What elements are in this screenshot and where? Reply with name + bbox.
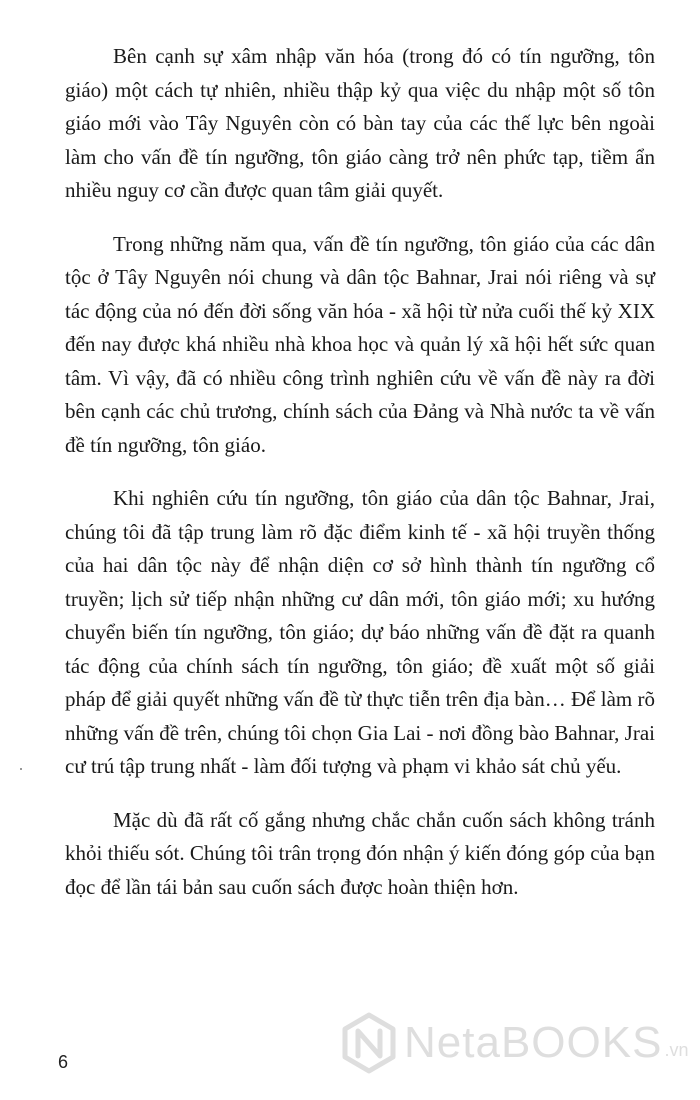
scan-speck bbox=[20, 768, 22, 770]
watermark-text: NetaBOOKS bbox=[404, 1018, 663, 1067]
paragraph-3: Khi nghiên cứu tín ngưỡng, tôn giáo của dân tộc Bahnar, Jrai, chúng tôi đã tập trung làm rõ đặc điểm kinh tế - xã hội truyền thống của hai dân tộc này để nhận diện cơ sở hình thành tín ngưỡng cổ truyền; lịch sử tiếp nhận những cư dân mới, tôn giáo mới; xu hướng chuyển biến tín ngưỡng, tôn giáo; dự báo những vấn đề đặt ra quanh tác động của chính sách tín ngưỡng, tôn giáo; đề xuất một số giải pháp để giải quyết những vấn đề từ thực tiễn trên địa bàn… Để làm rõ những vấn đề trên, chúng tôi chọn Gia Lai - nơi đồng bào Bahnar, Jrai cư trú tập trung nhất - làm đối tượng và phạm vi khảo sát chủ yếu. bbox=[65, 486, 655, 778]
watermark-suffix: .vn bbox=[664, 1039, 689, 1060]
watermark bbox=[338, 1012, 688, 1074]
page-number: 6 bbox=[58, 1052, 69, 1072]
paragraph-4: Mặc dù đã rất cố gắng nhưng chắc chắn cuốn sách không tránh khỏi thiếu sót. Chúng tôi trân trọng đón nhận ý kiến đóng góp của bạn đọc để lần tái bản sau cuốn sách được hoàn thiện hơn. bbox=[65, 807, 655, 899]
page-body bbox=[65, 40, 655, 924]
paragraph-2: Trong những năm qua, vấn đề tín ngưỡng, tôn giáo của các dân tộc ở Tây Nguyên nói chung và dân tộc Bahnar, Jrai nói riêng và sự tác động của nó đến đời sống văn hóa - xã hội từ nửa cuối thế kỷ XIX đến nay được khá nhiều nhà khoa học và quản lý xã hội hết sức quan tâm. Vì vậy, đã có nhiều công trình nghiên cứu về vấn đề này ra đời bên cạnh các chủ trương, chính sách của Đảng và Nhà nước ta về vấn đề tín ngưỡng, tôn giáo. bbox=[65, 231, 655, 457]
paragraph-1: Bên cạnh sự xâm nhập văn hóa (trong đó có tín ngưỡng, tôn giáo) một cách tự nhiên, nhiều thập kỷ qua việc du nhập một số tôn giáo mới vào Tây Nguyên còn có bàn tay của các thế lực bên ngoài làm cho vấn đề tín ngưỡng, tôn giáo càng trở nên phức tạp, tiềm ẩn nhiều nguy cơ cần được quan tâm giải quyết. bbox=[65, 44, 655, 202]
netabooks-logo-icon bbox=[338, 1012, 400, 1074]
